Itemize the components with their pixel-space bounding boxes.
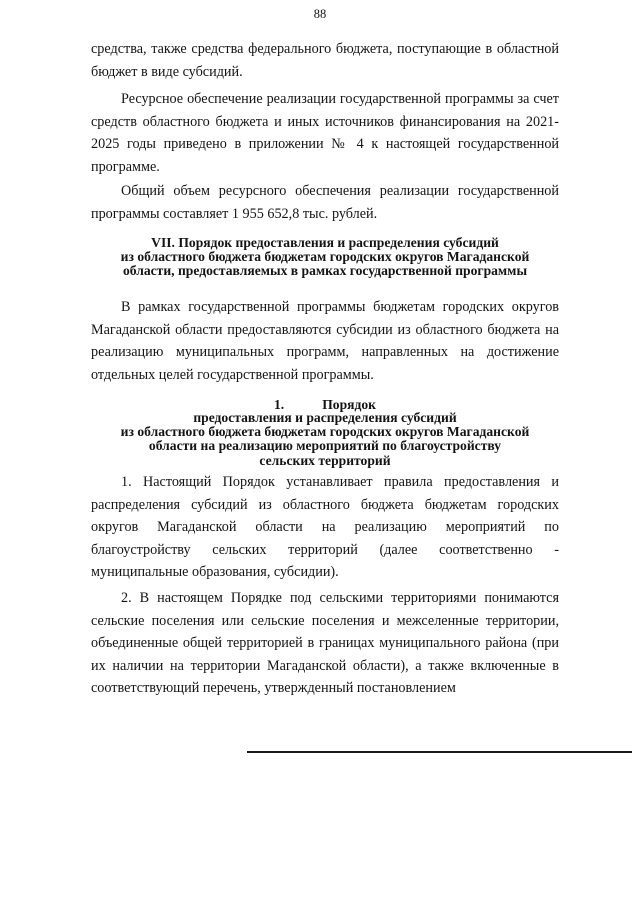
order-heading-line: области на реализацию мероприятий по благоустройству: [148, 438, 502, 454]
paragraph-total-volume: Общий объем ресурсного обеспечения реализации государственной программы составляет 1 955 652,8 тыс. рублей.: [91, 183, 559, 222]
order-title: Порядок: [322, 397, 376, 412]
order-heading: [90, 411, 560, 468]
order-number: 1.: [274, 397, 285, 412]
page-number: 88: [313, 7, 327, 21]
section-vii-heading: [90, 236, 560, 279]
footer-divider: [247, 751, 632, 753]
section-vii-heading-line: области, предоставляемых в рамках государственной программы: [122, 263, 528, 279]
order-heading-line: сельских территорий: [259, 452, 391, 468]
order-heading-line: из областного бюджета бюджетам городских округов Магаданской: [120, 424, 530, 440]
paragraph-continuation: средства, также средства федерального бюджета, поступающие в областной бюджет в виде субсидий.: [91, 41, 559, 80]
paragraph-subsidies-intro: В рамках государственной программы бюджетам городских округов Магаданской области предоставляются субсидии из областного бюджета на реализацию муниципальных программ, направленных на достижение отдельных целей государственной программы.: [91, 299, 559, 383]
section-vii-heading-line: VII. Порядок предоставления и распределения субсидий: [151, 235, 499, 250]
order-heading-line: предоставления и распределения субсидий: [193, 410, 457, 425]
section-vii-heading-line: из областного бюджета бюджетам городских округов Магаданской: [120, 249, 530, 265]
paragraph-item-1: 1. Настоящий Порядок устанавливает правила предоставления и распределения субсидий из областного бюджета бюджетам городских округов Магаданской области на реализацию мероприятий по благоустройству сельских территорий (далее соответственно - муниципальные образования, субсидии).: [91, 474, 559, 580]
paragraph-resource-provision: Ресурсное обеспечение реализации государственной программы за счет средств областного бюджета и иных источников финансирования на 2021-2025 годы приведено в приложении № 4 к настоящей государственной программе.: [91, 91, 559, 175]
paragraph-item-2: 2. В настоящем Порядке под сельскими территориями понимаются сельские поселения или сельские поселения и межселенные территории, объединенные общей территорией в границах муниципального района (при их наличии на территории Магаданской области), а также включенные в соответствующий перечень, утвержденный постановлением: [91, 590, 559, 696]
